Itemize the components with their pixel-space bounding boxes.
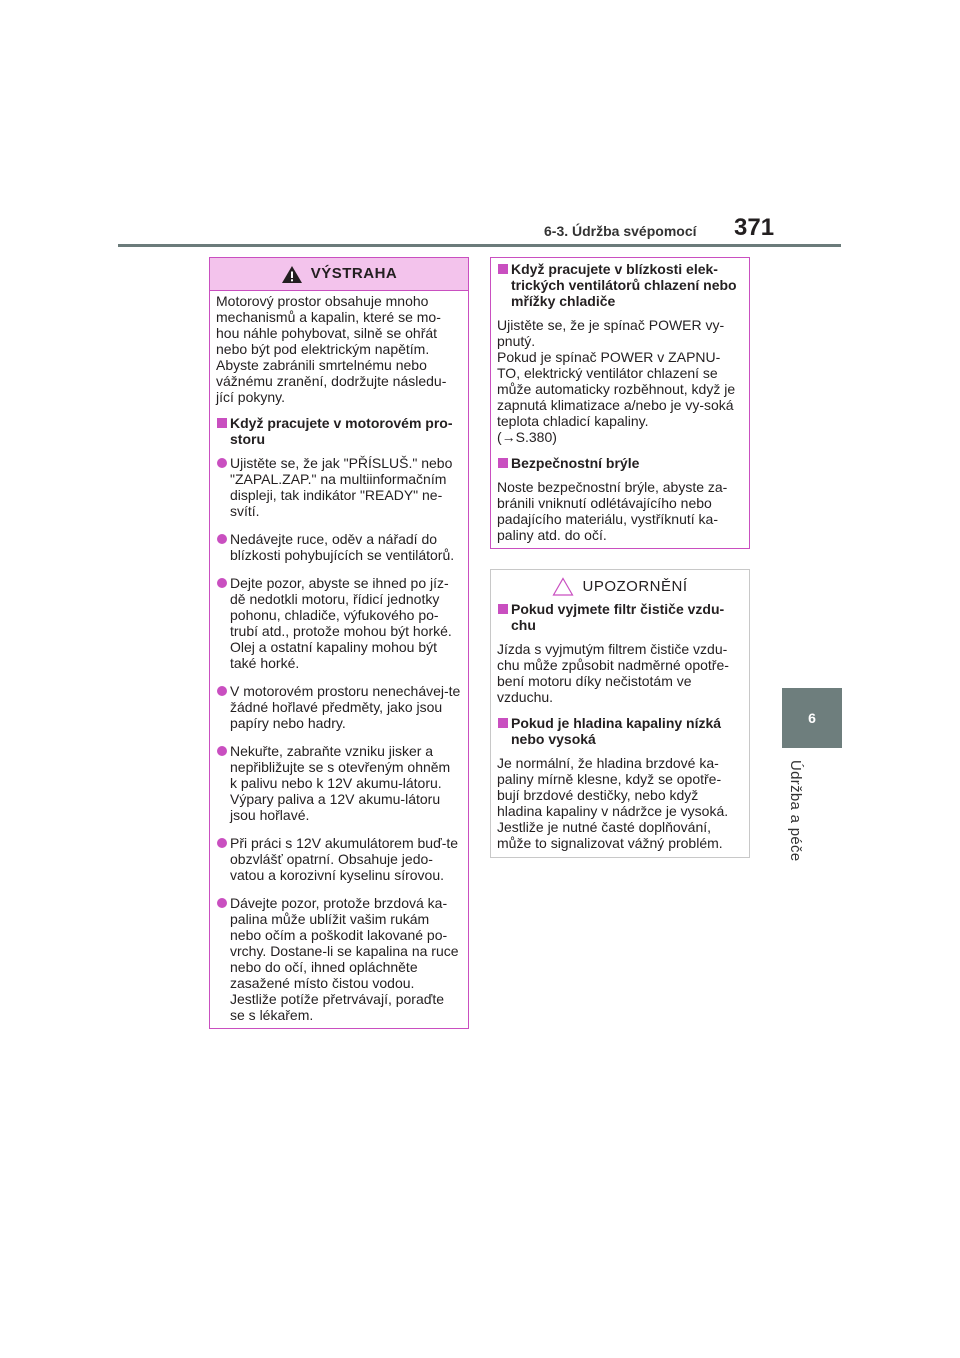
fluid-level-subheading-text: Pokud je hladina kapaliny nízká nebo vysoká: [511, 715, 722, 747]
circle-bullet-icon: [217, 898, 227, 908]
warning-intro: Motorový prostor obsahuje mnoho mechanismů a kapalin, které se mo-hou náhle pohybovat, silně se ohřát nebo být pod elektrickým napětím. Abyste zabránili smrtelnému nebo vážnému zranění, dodržujte následu-jící pokyny.: [216, 293, 447, 405]
list-item-text: Dejte pozor, abyste se ihned po jíz-dě nedotkli motoru, řídicí jednotky pohonu, chladiče, výfukového po-trubí atd., protože mohou být horké. Olej a ostatní kapaliny mohou být také horké.: [230, 575, 452, 671]
list-item-text: Nedávejte ruce, oděv a nářadí do blízkosti pohybujících se ventilátorů.: [230, 531, 455, 563]
notice-body: [491, 601, 749, 851]
fluid-level-text: Je normální, že hladina brzdové ka-paliny mírně klesne, když se opotře-bují brzdové destičky, nebo když hladina kapaliny v nádržce je vysoká. Jestliže je nutné časté doplňování, může to signalizovat vážný problém.: [497, 755, 729, 851]
warning-body: [210, 291, 468, 1023]
air-filter-subheading-text: Pokud vyjmete filtr čističe vzdu-chu: [511, 601, 725, 633]
chapter-tab: 6: [782, 688, 842, 748]
warning-title: VÝSTRAHA: [310, 265, 398, 282]
fan-subheading: [497, 261, 742, 309]
square-bullet-icon: [498, 458, 508, 468]
circle-bullet-icon: [217, 578, 227, 588]
air-filter-text: Jízda s vyjmutým filtrem čističe vzdu-chu může způsobit nadměrné opotře-bení motoru díky nečistotám ve vzduchu.: [497, 641, 729, 705]
circle-bullet-icon: [217, 534, 227, 544]
section-title: 6-3. Údržba svépomocí: [544, 223, 697, 239]
list-item-text: V motorovém prostoru nenechávej-te žádné hořlavé předměty, jako jsou papíry nebo hadry.: [230, 683, 461, 731]
warning-box-header: [210, 258, 468, 291]
list-item-text: Dávejte pozor, protože brzdová ka-palina může ublížit vašim rukám nebo očím a poškodit lakované po-vrchy. Dostane-li se kapalina na ruce nebo do očí, ihned opláchněte zasažené místo čistou vodou. Jestliže potíže přetrvávají, poraďte se s lékařem.: [230, 895, 459, 1023]
square-bullet-icon: [498, 264, 508, 274]
warning-subheading: [216, 415, 461, 447]
circle-bullet-icon: [217, 838, 227, 848]
warning-box: [209, 257, 469, 1029]
fan-text: Ujistěte se, že je spínač POWER vy-pnutý. Pokud je spínač POWER v ZAPNU-TO, elektrický ventilátor chlazení se může automaticky rozběhnout, když je zapnutá klimatizace a/nebo je vy-soká teplota chladicí kapaliny. (→S.380): [497, 317, 736, 445]
notice-box: [490, 569, 750, 858]
square-bullet-icon: [498, 604, 508, 614]
square-bullet-icon: [217, 418, 227, 428]
warning-continued-body: [491, 258, 749, 543]
list-item: [216, 455, 461, 519]
list-item-text: Nekuřte, zabraňte vzniku jisker a nepřibližujte se s otevřeným ohněm k palivu nebo k 12V akumu-látoru. Výpary paliva a 12V akumu-látoru jsou hořlavé.: [230, 743, 451, 823]
warning-continued-box: [490, 257, 750, 549]
warning-triangle-icon: [281, 265, 303, 284]
warning-bullet-list: [216, 455, 461, 1023]
list-item: [216, 575, 461, 671]
notice-box-header: [491, 572, 749, 601]
list-item: [216, 743, 461, 823]
list-item: [216, 683, 461, 731]
warning-subheading-text: Když pracujete v motorovém pro-storu: [230, 415, 453, 447]
square-bullet-icon: [498, 718, 508, 728]
goggles-subheading-text: Bezpečnostní brýle: [511, 455, 640, 471]
header-divider: [118, 244, 841, 247]
notice-triangle-icon: [552, 577, 574, 596]
list-item-text: Při práci s 12V akumulátorem buď-te obzvlášť opatrní. Obsahuje jedo-vatou a korozivní kyselinu sírovou.: [230, 835, 459, 883]
list-item: [216, 835, 461, 883]
circle-bullet-icon: [217, 458, 227, 468]
circle-bullet-icon: [217, 686, 227, 696]
chapter-label: Údržba a péče: [787, 760, 804, 862]
fan-subheading-text: Když pracujete v blízkosti elek-trických ventilátorů chlazení nebo mřížky chladiče: [511, 261, 737, 309]
air-filter-subheading: [497, 601, 742, 633]
list-item: [216, 531, 461, 563]
circle-bullet-icon: [217, 746, 227, 756]
list-item-text: Ujistěte se, že jak "PŘÍSLUŠ." nebo "ZAPAL.ZAP." na multiinformačním displeji, tak indikátor "READY" ne-svítí.: [230, 455, 453, 519]
list-item: [216, 895, 461, 1023]
goggles-subheading: [497, 455, 742, 471]
page-number: 371: [734, 214, 775, 241]
goggles-text: Noste bezpečnostní brýle, abyste za-bránili vniknutí odlétávajícího nebo padajícího materiálu, vystříknutí ka-paliny atd. do očí.: [497, 479, 728, 543]
notice-title: UPOZORNĚNÍ: [582, 577, 688, 595]
fluid-level-subheading: [497, 715, 742, 747]
